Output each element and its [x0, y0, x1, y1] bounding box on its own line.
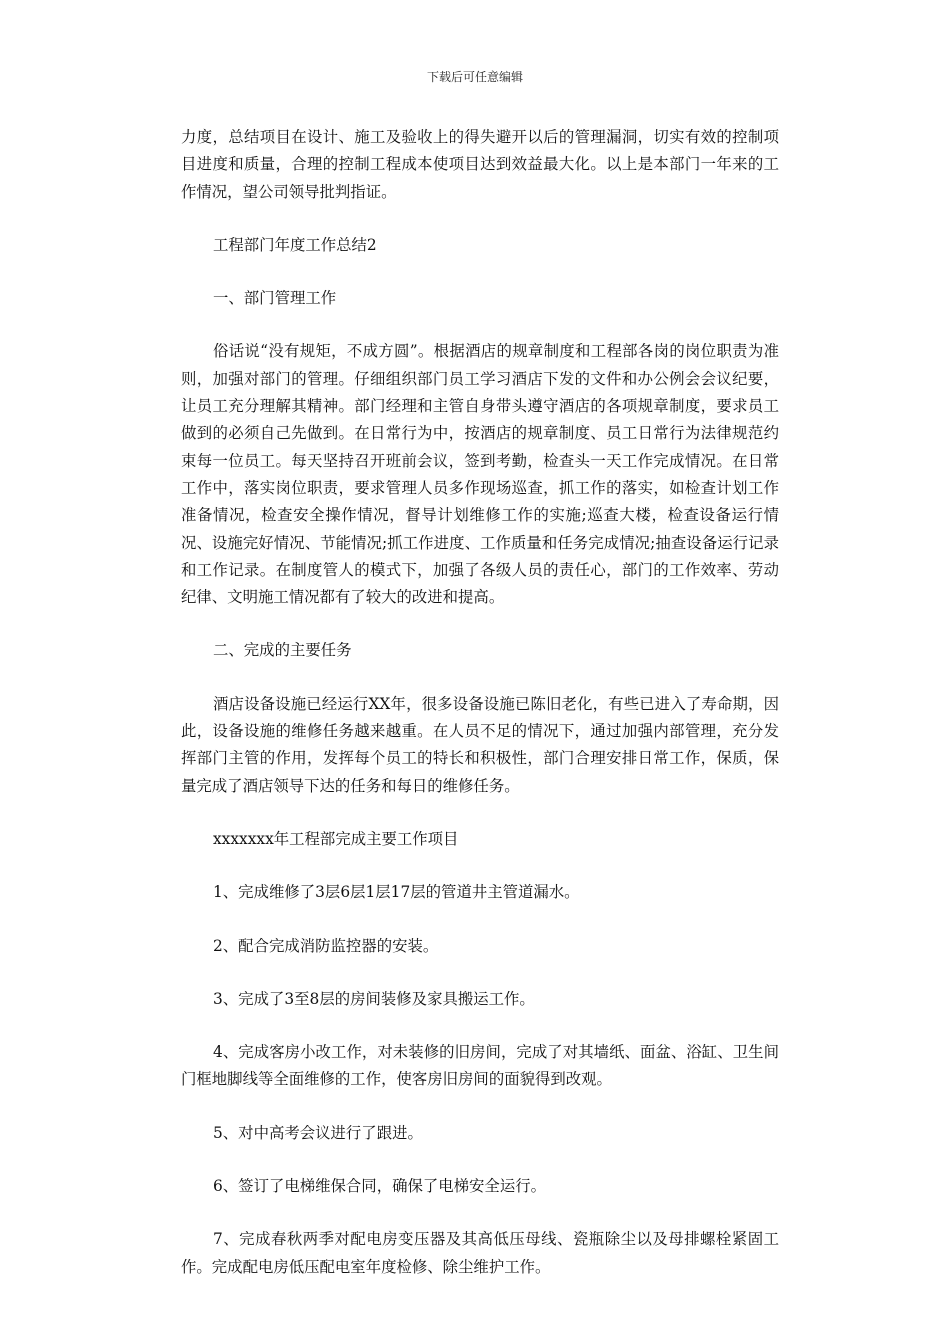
paragraph: 酒店设备设施已经运行XX年，很多设备设施已陈旧老化，有些已进入了寿命期，因此，设备设施的维修任务越来越重。在人员不足的情况下，通过加强内部管理，充分发挥部门主管的作用，发挥每个员工的特长和积极性，部门合理安排日常工作，保质，保量完成了酒店领导下达的任务和每日的维修任务。 — [181, 694, 779, 795]
list-item: 3、完成了3至8层的房间装修及家具搬运工作。 — [213, 989, 535, 1008]
section-title: 工程部门年度工作总结2 — [213, 235, 377, 254]
paragraph: 力度，总结项目在设计、施工及验收上的得失避开以后的管理漏洞，切实有效的控制项目进度和质量，合理的控制工程成本使项目达到效益最大化。以上是本部门一年来的工作情况，望公司领导批判指证。 — [181, 128, 779, 201]
section-heading: 二、完成的主要任务 — [213, 641, 352, 660]
list-item: 4、完成客房小改工作，对未装修的旧房间，完成了对其墙纸、面盆、浴缸、卫生间门框地脚线等全面维修的工作，使客房旧房间的面貌得到改观。 — [181, 1043, 779, 1089]
list-item: 7、完成春秋两季对配电房变压器及其高低压母线、瓷瓶除尘以及母排螺栓紧固工作。完成配电房低压配电室年度检修、除尘维护工作。 — [181, 1230, 779, 1276]
paragraph: 俗话说“没有规矩，不成方圆”。根据酒店的规章制度和工程部各岗的岗位职责为准则，加强对部门的管理。仔细组织部门员工学习酒店下发的文件和办公例会会议纪要，让员工充分理解其精神。部门经理和主管自身带头遵守酒店的各项规章制度，要求员工做到的必须自己先做到。在日常行为中，按酒店的规章制度、员工日常行为法律规范约束每一位员工。每天坚持召开班前会议，签到考勤，检查头一天工作完成情况。在日常工作中，落实岗位职责，要求管理人员多作现场巡查，抓工作的落实，如检查计划工作准备情况，检查安全操作情况，督导计划维修工作的实施;巡查大楼，检查设备运行情况、设施完好情况、节能情况;抓工作进度、工作质量和任务完成情况;抽查设备运行记录和工作记录。在制度管人的模式下，加强了各级人员的责任心，部门的工作效率、劳动纪律、文明施工情况都有了较大的改进和提高。 — [181, 342, 779, 607]
list-item: 1、完成维修了3层6层1层17层的管道井主管道漏水。 — [213, 883, 580, 902]
document-body — [181, 124, 779, 1281]
list-item: 2、配合完成消防监控器的安装。 — [213, 936, 439, 955]
list-item: 6、签订了电梯维保合同，确保了电梯安全运行。 — [213, 1177, 546, 1196]
section-heading: 一、部门管理工作 — [213, 289, 337, 308]
list-item: 5、对中高考会议进行了跟进。 — [213, 1123, 423, 1142]
list-heading: xxxxxxx年工程部完成主要工作项目 — [213, 829, 459, 848]
page-header: 下载后可任意编辑 — [426, 70, 523, 84]
